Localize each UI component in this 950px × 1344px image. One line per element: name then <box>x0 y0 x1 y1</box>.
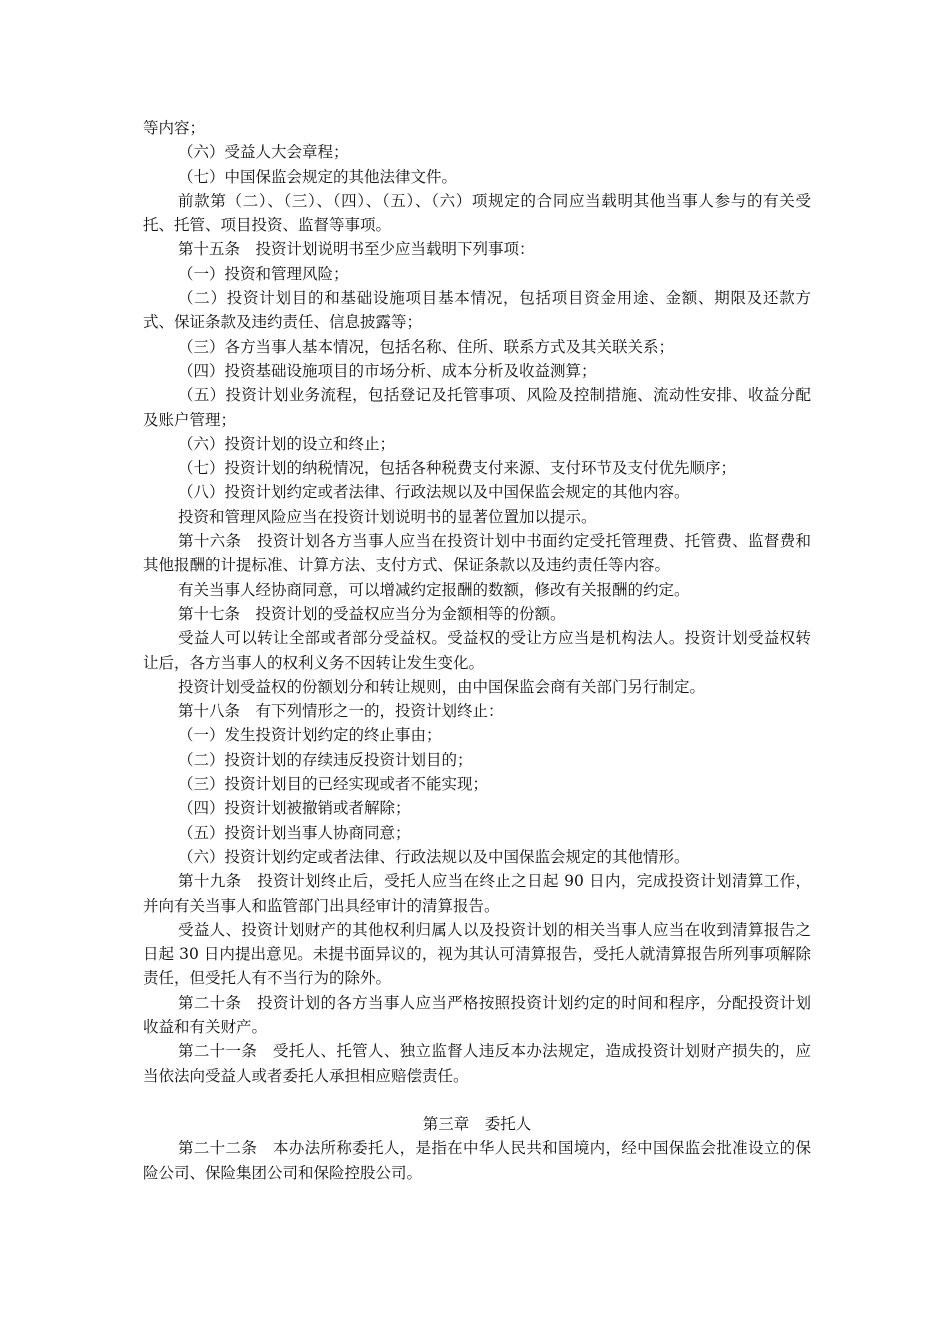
paragraph: 第二十二条 本办法所称委托人，是指在中华人民共和国境内，经中国保监会批准设立的保险公司、保险集团公司和保险控股公司。 <box>143 1139 811 1182</box>
paragraph: 有关当事人经协商同意，可以增减约定报酬的数额，修改有关报酬的约定。 <box>178 580 690 599</box>
paragraph: 第十九条 投资计划终止后，受托人应当在终止之日起 90 日内，完成投资计划清算工作，并向有关当事人和监管部门出具经审计的清算报告。 <box>143 872 811 915</box>
document-page <box>143 116 811 1185</box>
paragraph: 投资和管理风险应当在投资计划说明书的显著位置加以提示。 <box>178 507 597 526</box>
paragraph: （七）中国保监会规定的其他法律文件。 <box>178 167 458 186</box>
paragraph: 第十六条 投资计划各方当事人应当在投资计划中书面约定受托管理费、托管费、监督费和其他报酬的计提标准、计算方法、支付方式、保证条款以及违约责任等内容。 <box>143 532 811 575</box>
paragraph: 受益人可以转让全部或者部分受益权。受益权的受让方应当是机构法人。投资计划受益权转让后，各方当事人的权利义务不因转让发生变化。 <box>143 629 811 672</box>
paragraph: （四）投资计划被撤销或者解除； <box>178 799 411 818</box>
paragraph: 第十八条 有下列情形之一的，投资计划终止： <box>178 702 504 721</box>
paragraph: 前款第（二）、（三）、（四）、（五）、（六）项规定的合同应当载明其他当事人参与的有关受托、托管、项目投资、监督等事项。 <box>143 191 811 235</box>
paragraph: 第二十条 投资计划的各方当事人应当严格按照投资计划约定的时间和程序，分配投资计划收益和有关财产。 <box>143 993 811 1036</box>
paragraph: （一）发生投资计划约定的终止事由； <box>178 726 442 745</box>
paragraph: 投资计划受益权的份额划分和转让规则，由中国保监会商有关部门另行制定。 <box>178 677 706 696</box>
paragraph: （二）投资计划的存续违反投资计划目的； <box>178 750 473 769</box>
paragraph: 第二十一条 受托人、托管人、独立监督人违反本办法规定，造成投资计划财产损失的，应当依法向受益人或者委托人承担相应赔偿责任。 <box>143 1042 811 1085</box>
paragraph: 第十七条 投资计划的受益权应当分为金额相等的份额。 <box>178 604 566 623</box>
paragraph: （二）投资计划目的和基础设施项目基本情况，包括项目资金用途、金额、期限及还款方式、保证条款及违约责任、信息披露等； <box>143 289 811 332</box>
chapter-heading: 第三章 委托人 <box>422 1115 532 1134</box>
paragraph: （四）投资基础设施项目的市场分析、成本分析及收益测算； <box>178 361 597 380</box>
paragraph: （六）受益人大会章程； <box>178 143 349 162</box>
paragraph: （六）投资计划约定或者法律、行政法规以及中国保监会规定的其他情形。 <box>178 847 690 866</box>
paragraph: （三）各方当事人基本情况，包括名称、住所、联系方式及其关联关系； <box>178 337 675 356</box>
paragraph: 等内容； <box>143 119 206 137</box>
paragraph: （六）投资计划的设立和终止； <box>178 434 396 453</box>
paragraph: （三）投资计划目的已经实现或者不能实现； <box>178 775 489 794</box>
paragraph: （一）投资和管理风险； <box>178 264 349 283</box>
paragraph: 受益人、投资计划财产的其他权利归属人以及投资计划的相关当事人应当在收到清算报告之日起 30 日内提出意见。未提书面异议的，视为其认可清算报告，受托人就清算报告所列事项解除责任，但受托人有不当行为的除外。 <box>143 920 811 988</box>
document-body <box>143 116 811 1088</box>
paragraph: （五）投资计划当事人协商同意； <box>178 823 411 842</box>
blank-line <box>143 1088 811 1112</box>
paragraph: 第十五条 投资计划说明书至少应当载明下列事项： <box>178 240 535 259</box>
paragraph: （八）投资计划约定或者法律、行政法规以及中国保监会规定的其他内容。 <box>178 483 690 502</box>
paragraph: （五）投资计划业务流程，包括登记及托管事项、风险及控制措施、流动性安排、收益分配及账户管理； <box>143 386 811 429</box>
paragraph: （七）投资计划的纳税情况，包括各种税费支付来源、支付环节及支付优先顺序； <box>178 459 737 478</box>
chapter-body <box>143 1136 811 1185</box>
